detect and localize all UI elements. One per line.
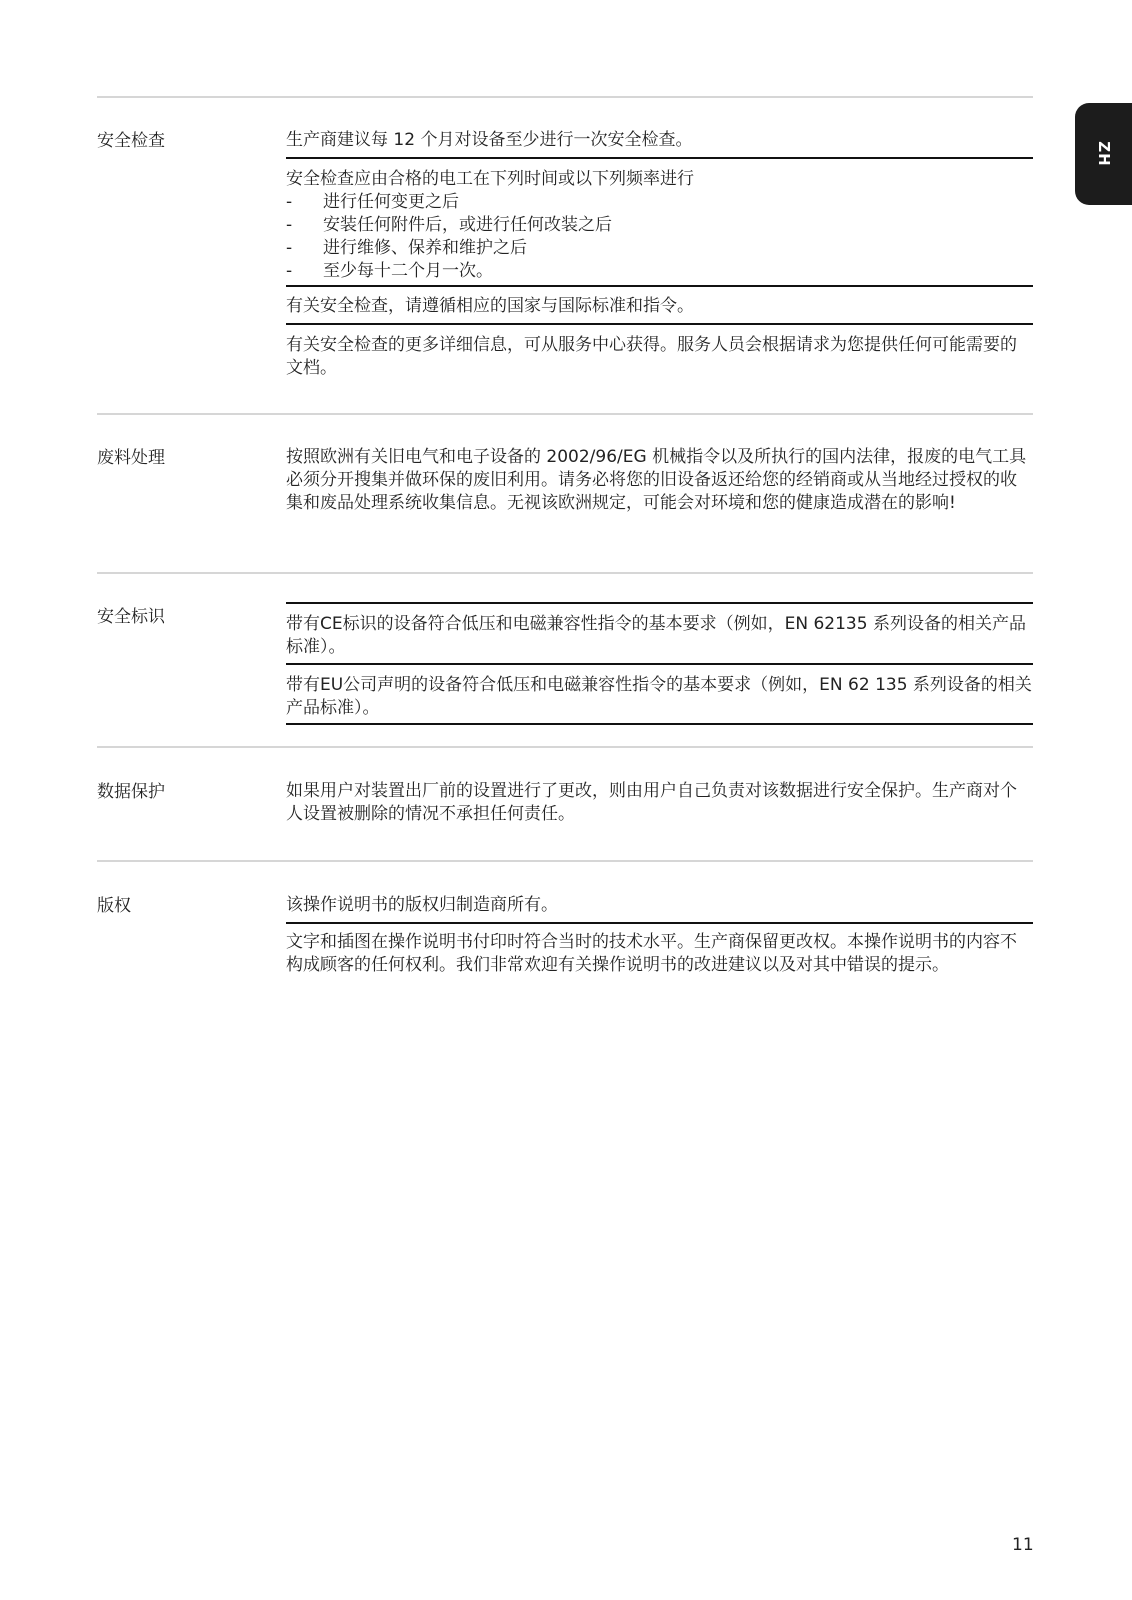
safety-check-recommendation: 生产商建议每 12 个月对设备至少进行一次安全检查。 xyxy=(286,130,693,150)
section-divider xyxy=(97,572,1033,574)
paragraph-divider xyxy=(286,663,1033,665)
section-title-copyright: 版权 xyxy=(97,896,131,916)
safety-check-intro: 安全检查应由合格的电工在下列时间或以下列频率进行 xyxy=(286,169,694,189)
list-item: - 进行维修、保养和维护之后 xyxy=(286,238,527,258)
paragraph-divider xyxy=(286,602,1033,604)
ce-mark-text: 带有CE标识的设备符合低压和电磁兼容性指令的基本要求（例如，EN 62135 系列设备的相关产品标准）。 xyxy=(286,614,1026,657)
data-protection-text: 如果用户对装置出厂前的设置进行了更改，则由用户自己负责对该数据进行安全保护。生产商对个人设置被删除的情况不承担任何责任。 xyxy=(286,781,1017,824)
list-item: - 进行任何变更之后 xyxy=(286,192,459,212)
list-item: - 安装任何附件后，或进行任何改装之后 xyxy=(286,215,612,235)
paragraph-divider xyxy=(286,323,1033,325)
section-title-safety-marks: 安全标识 xyxy=(97,607,165,627)
language-tab-label: ZH xyxy=(1094,141,1113,167)
safety-check-details: 有关安全检查的更多详细信息，可从服务中心获得。服务人员会根据请求为您提供任何可能需要的文档。 xyxy=(286,335,1017,378)
eu-declaration-text: 带有EU公司声明的设备符合低压和电磁兼容性指令的基本要求（例如，EN 62 135 系列设备的相关产品标准）。 xyxy=(286,675,1032,718)
section-title-disposal: 废料处理 xyxy=(97,448,165,468)
paragraph-divider xyxy=(286,157,1033,159)
safety-check-standards: 有关安全检查，请遵循相应的国家与国际标准和指令。 xyxy=(286,296,694,316)
paragraph-divider xyxy=(286,922,1033,924)
safety-check-list xyxy=(286,191,612,283)
page-number: 11 xyxy=(1012,1535,1034,1555)
list-item: - 至少每十二个月一次。 xyxy=(286,261,493,281)
section-divider xyxy=(97,413,1033,415)
section-title-data-protection: 数据保护 xyxy=(97,782,165,802)
disposal-text: 按照欧洲有关旧电气和电子设备的 2002/96/EG 机械指令以及所执行的国内法律，报废的电气工具必须分开搜集并做环保的废旧利用。请务必将您的旧设备返还给您的经销商或从当地经过授权的收集和废品处理系统收集信息。无视该欧洲规定，可能会对环境和您的健康造成潜在的影响! xyxy=(286,447,1027,513)
copyright-owner-text: 该操作说明书的版权归制造商所有。 xyxy=(286,895,558,915)
section-divider xyxy=(97,860,1033,862)
section-divider xyxy=(97,746,1033,748)
language-tab xyxy=(1075,103,1132,205)
section-divider xyxy=(97,96,1033,98)
section-title-safety-check: 安全检查 xyxy=(97,131,165,151)
paragraph-divider xyxy=(286,723,1033,725)
paragraph-divider xyxy=(286,285,1033,287)
copyright-details-text: 文字和插图在操作说明书付印时符合当时的技术水平。生产商保留更改权。本操作说明书的内容不构成顾客的任何权利。我们非常欢迎有关操作说明书的改进建议以及对其中错误的提示。 xyxy=(286,932,1017,975)
